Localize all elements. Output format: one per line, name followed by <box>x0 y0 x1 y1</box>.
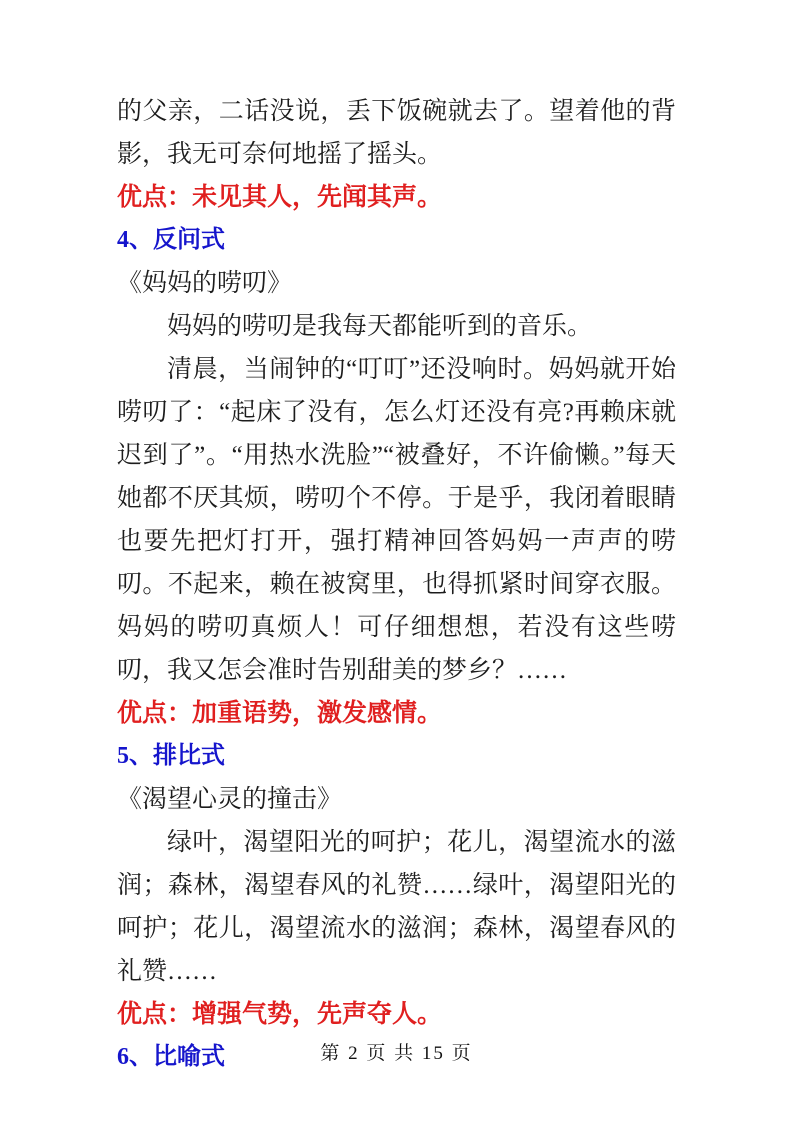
merit-line-2: 优点：加重语势，激发感情。 <box>117 700 443 727</box>
section-heading-5: 5、排比式 <box>117 743 225 769</box>
merit-line-3: 优点：增强气势，先声夺人。 <box>117 1001 443 1028</box>
section-4-paragraph-2: 清晨，当闹钟的“叮叮”还没响时。妈妈就开始唠叨了：“起床了没有，怎么灯还没有亮?再赖床就迟到了”。“用热水洗脸”“被叠好，不许偷懒。”每天她都不厌其烦，唠叨个不停。于是乎，我闭着眼睛也要先把灯打开，强打精神回答妈妈一声声的唠叨。不起来，赖在被窝里，也得抓紧时间穿衣服。妈妈的唠叨真烦人！可仔细想想，若没有这些唠叨，我又怎会准时告别甜美的梦乡？…… <box>117 356 676 684</box>
section-heading-6: 6、比喻式 <box>117 1044 225 1070</box>
page-footer: 第 2 页 共 15 页 <box>320 1043 473 1064</box>
section-5-paragraph-1: 绿叶，渴望阳光的呵护；花儿，渴望流水的滋润；森林，渴望春风的礼赞……绿叶，渴望阳光的呵护；花儿，渴望流水的滋润；森林，渴望春风的礼赞…… <box>117 829 676 985</box>
section-4-paragraph-1: 妈妈的唠叨是我每天都能听到的音乐。 <box>167 313 593 340</box>
carryover-paragraph: 的父亲，二话没说，丢下饭碗就去了。望着他的背影，我无可奈何地摇了摇头。 <box>117 98 676 168</box>
essay-title-1: 《妈妈的唠叨》 <box>117 270 293 297</box>
section-heading-4: 4、反问式 <box>117 227 225 253</box>
merit-line-1: 优点：未见其人，先闻其声。 <box>117 184 443 211</box>
essay-title-2: 《渴望心灵的撞击》 <box>117 786 343 813</box>
